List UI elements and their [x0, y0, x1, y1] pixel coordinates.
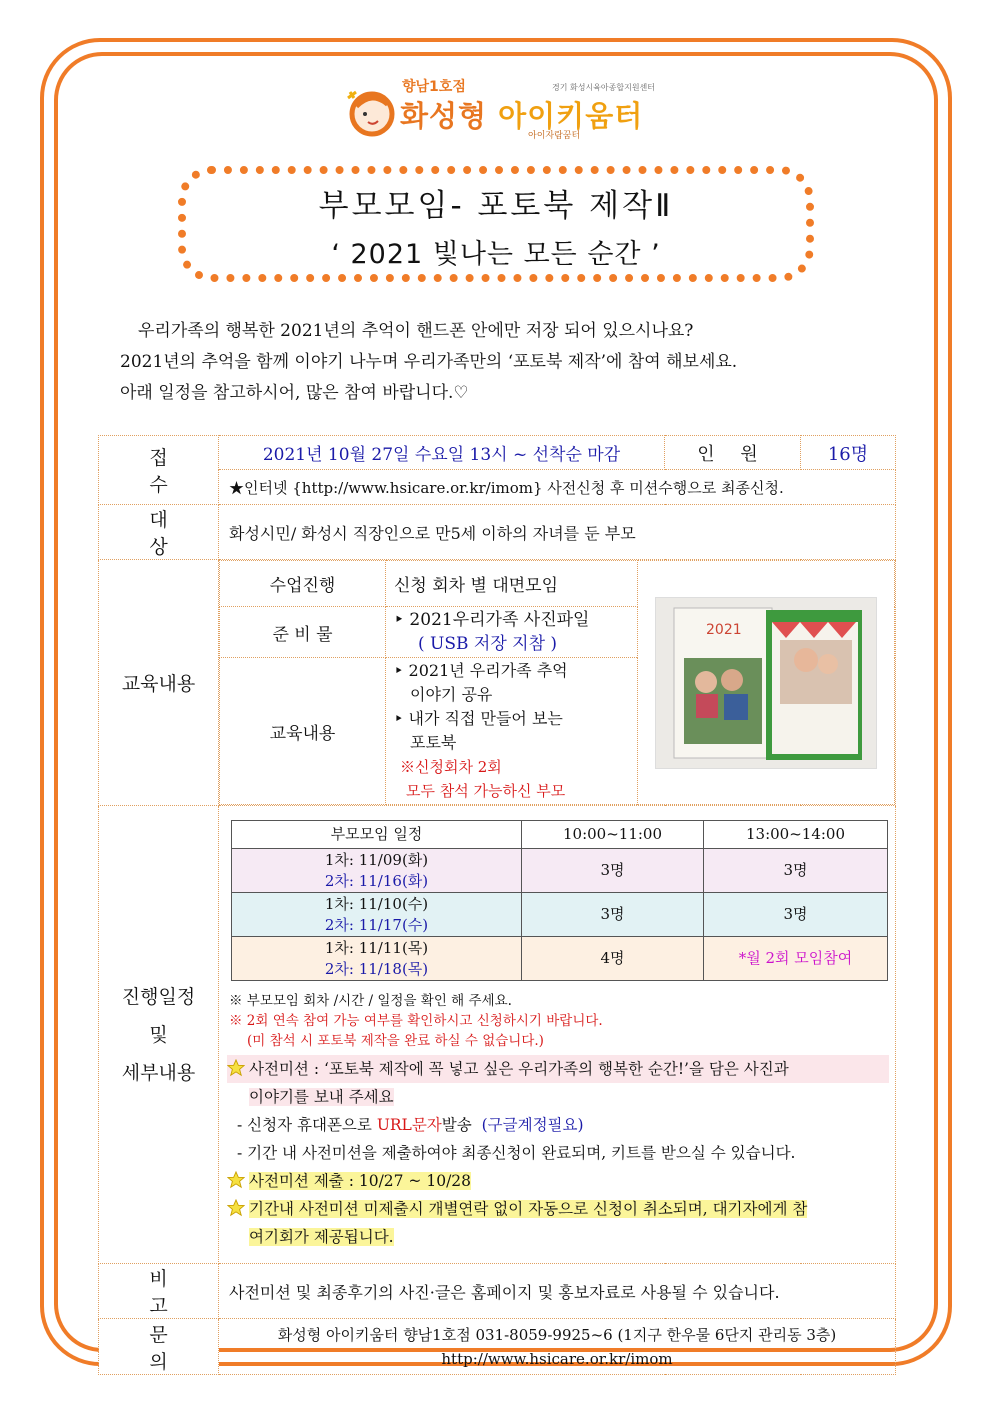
logo-name-part2: 아이키움터 [498, 99, 644, 133]
logo-subtitle: 아이자람꿈터 [528, 131, 581, 141]
intro-line: 2021년의 추억을 함께 이야기 나누며 우리가족만의 ‘포토북 제작’에 참여 해보세요. [120, 352, 738, 372]
schedule-label-line: 및 [149, 1023, 168, 1046]
schedule-note-warning: (미 참석 시 포토북 제작을 완료 하실 수 없습니다.) [247, 1033, 544, 1049]
schedule-dates [232, 937, 522, 981]
contact-url[interactable]: http://www.hsicare.or.kr/imom [441, 1349, 673, 1368]
logo-branch: 향남1호점 [402, 79, 466, 95]
cancel-text-cont: 여기회가 제공됩니다. [249, 1228, 394, 1246]
mission-details [219, 1051, 895, 1257]
schedule-note: ※ 부모모임 회차 /시간 / 일정을 확인 해 주세요. [229, 993, 512, 1009]
star-icon [227, 1059, 245, 1077]
remarks-label: 비 고 [99, 1264, 219, 1319]
center-logo [340, 70, 660, 142]
sms-url: URL문자 [376, 1116, 442, 1134]
education-table [219, 560, 895, 805]
schedule-second-date: 2차: 11/18(목) [324, 959, 429, 978]
mission-line [227, 1055, 889, 1083]
logo-name-part1: 화성형 [400, 99, 488, 133]
info-table [98, 435, 896, 1375]
capacity-value: 16명 [801, 436, 896, 470]
schedule-first-date: 1차: 11/09(화) [324, 850, 429, 869]
schedule-header: 13:00~14:00 [704, 821, 888, 849]
photobook-sample-photo [655, 597, 877, 769]
edu-progress-label: 수업진행 [220, 561, 386, 607]
sms-line [227, 1111, 889, 1139]
logo-name [400, 94, 643, 135]
edu-content-label: 교육내용 [220, 658, 386, 805]
child-face-icon [346, 86, 398, 138]
intro-paragraph [120, 316, 910, 409]
reception-label: 접 수 [99, 436, 219, 505]
schedule-notes [229, 991, 895, 1051]
schedule-table [231, 820, 888, 981]
schedule-am-count: 4명 [522, 937, 704, 981]
star-icon [227, 1199, 245, 1217]
edu-materials-item: ‣ 2021우리가족 사진파일 [394, 610, 590, 630]
schedule-pm-count: *월 2회 모임참여 [704, 937, 888, 981]
reception-note: ★인터넷 {http://www.hsicare.or.kr/imom} 사전신청 후 미션수행으로 최종신청. [219, 470, 896, 505]
schedule-label-line: 세부내용 [121, 1061, 196, 1084]
edu-content-item: 이야기 공유 [410, 685, 493, 704]
cancel-text: 기간내 사전미션 미제출시 개별연락 없이 자동으로 신청이 취소되며, 대기자에게 참 [249, 1200, 808, 1218]
edu-materials-label: 준 비 물 [220, 607, 386, 658]
target-label: 대 상 [99, 505, 219, 560]
contact-info [219, 1319, 896, 1375]
submit-line [227, 1167, 889, 1195]
mission-text: 사전미션 : ‘포토북 제작에 꼭 넣고 싶은 우리가족의 행복한 순간!’을 담은 사진과 [249, 1060, 789, 1078]
schedule-am-count: 3명 [522, 893, 704, 937]
kit-line: - 기간 내 사전미션을 제출하여야 최종신청이 완료되며, 키트를 받으실 수 있습니다. [237, 1144, 796, 1162]
contact-address: 화성형 아이키움터 향남1호점 031-8059-9925~6 (1지구 한우물 6단지 관리동 3층) [277, 1325, 837, 1344]
submit-period: 사전미션 제출 : 10/27 ~ 10/28 [249, 1172, 472, 1190]
edu-warning: ※신청회차 2회 [400, 758, 502, 776]
schedule-label [99, 806, 219, 1264]
intro-line: 아래 일정을 참고하시어, 많은 참여 바랍니다.♡ [120, 383, 469, 403]
logo-org: 경기 화성시육아종합지원센터 [552, 83, 656, 92]
edu-content-item: ‣ 2021년 우리가족 추억 [394, 661, 568, 680]
schedule-dates [232, 849, 522, 893]
edu-materials-note: ( USB 저장 지참 ) [418, 634, 558, 654]
target-text: 화성시민/ 화성시 직장인으로 만5세 이하의 자녀를 둔 부모 [219, 505, 896, 560]
schedule-second-date: 2차: 11/17(수) [324, 915, 429, 934]
edu-content-item: ‣ 내가 직접 만들어 보는 [394, 709, 563, 728]
page-subtitle: ‘ 2021 빛나는 모든 순간 ’ [331, 239, 661, 270]
sms-note: (구글계정필요) [481, 1116, 584, 1134]
schedule-dates [232, 893, 522, 937]
schedule-header: 10:00~11:00 [522, 821, 704, 849]
page-title: 부모모임- 포토북 제작Ⅱ [318, 188, 674, 224]
svg-text:2021: 2021 [706, 621, 742, 638]
cancel-line [227, 1195, 889, 1223]
schedule-pm-count: 3명 [704, 849, 888, 893]
schedule-pm-count: 3명 [704, 893, 888, 937]
schedule-label-line: 진행일정 [121, 985, 196, 1008]
edu-warning: 모두 참석 가능하신 부모 [406, 782, 566, 800]
edu-content-item: 포토북 [410, 733, 457, 752]
schedule-first-date: 1차: 11/10(수) [324, 894, 429, 913]
mission-text-cont: 이야기를 보내 주세요 [249, 1088, 394, 1106]
intro-line: 우리가족의 행복한 2021년의 추억이 핸드폰 안에만 저장 되어 있으시나요? [138, 321, 694, 341]
schedule-am-count: 3명 [522, 849, 704, 893]
star-icon [227, 1171, 245, 1189]
sms-prefix: - 신청자 휴대폰으로 [237, 1116, 377, 1134]
schedule-first-date: 1차: 11/11(목) [324, 938, 429, 957]
sms-suffix: 발송 [441, 1116, 472, 1134]
reception-date: 2021년 10월 27일 수요일 13시 ~ 선착순 마감 [219, 436, 665, 470]
edu-progress-text: 신청 회차 별 대면모임 [386, 561, 638, 607]
education-label: 교육내용 [99, 560, 219, 806]
remarks-text: 사전미션 및 최종후기의 사진·글은 홈페이지 및 홍보자료로 사용될 수 있습니다. [219, 1264, 896, 1319]
schedule-second-date: 2차: 11/16(화) [324, 871, 429, 890]
capacity-label: 인 원 [665, 436, 801, 470]
schedule-header: 부모모임 일정 [232, 821, 522, 849]
schedule-note-warning: ※ 2회 연속 참여 가능 여부를 확인하시고 신청하시기 바랍니다. [229, 1013, 603, 1029]
contact-label: 문 의 [99, 1319, 219, 1375]
